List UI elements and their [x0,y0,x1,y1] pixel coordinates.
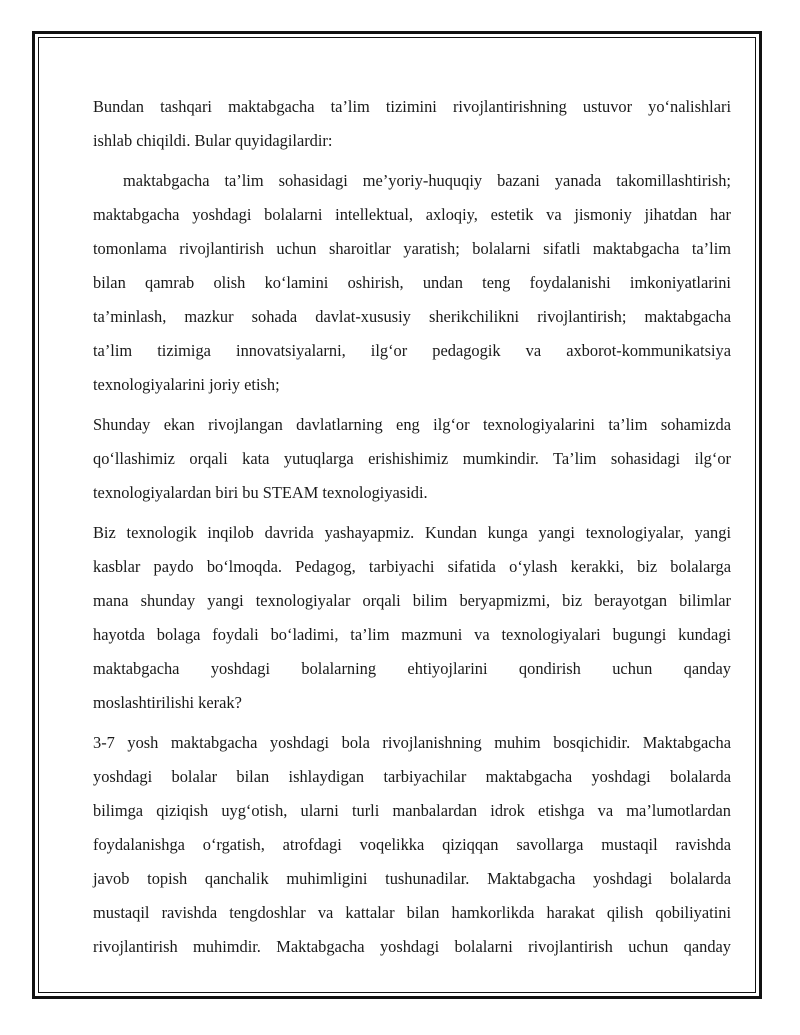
paragraph-directions [93,164,731,402]
text-line: javob topish qanchalik muhimligini tushunadilar. Maktabgacha yoshdagi bolalarda [93,869,731,888]
text-line: mana shunday yangi texnologiyalar orqali bilim beryapmizmi, biz berayotgan bilimlar [93,591,731,610]
text-line: qo‘llashimiz orqali kata yutuqlarga erishishimiz mumkindir. Ta’lim sohasidagi ilg‘or [93,449,731,468]
document-body [93,90,731,970]
text-line: 3-7 yosh maktabgacha yoshdagi bola rivojlanishning muhim bosqichidir. Maktabgacha [93,733,731,752]
text-line: foydalanishga o‘rgatish, atrofdagi voqelikka qiziqqan savollarga mustaqil ravishda [93,835,731,854]
text-line: texnologiyalardan biri bu STEAM texnologiyasidi. [93,483,428,502]
text-line: mustaqil ravishda tengdoshlar va kattalar bilan hamkorlikda harakat qilish qobiliyatini [93,903,731,922]
text-line: hayotda bolaga foydali bo‘ladimi, ta’lim mazmuni va texnologiyalari bugungi kundagi [93,625,731,644]
text-line: maktabgacha ta’lim sohasidagi me’yoriy-huquqiy bazani yanada takomillashtirish; [93,171,731,190]
text-line: bilimga qiziqish uyg‘otish, ularni turli manbalardan idrok etishga va ma’lumotlardan [93,801,731,820]
text-line: moslashtirilishi kerak? [93,693,242,712]
paragraph-development-stage [93,726,731,964]
text-line: bilan qamrab olish ko‘lamini oshirish, undan teng foydalanishi imkoniyatlarini [93,273,731,292]
text-line: ishlab chiqildi. Bular quyidagilardir: [93,131,333,150]
paragraph-technological-revolution [93,516,731,720]
text-line: yoshdagi bolalar bilan ishlaydigan tarbiyachilar maktabgacha yoshdagi bolalarda [93,767,731,786]
text-line: Bundan tashqari maktabgacha ta’lim tizimini rivojlantirishning ustuvor yo‘nalishlari [93,97,731,116]
text-line: tomonlama rivojlantirish uchun sharoitlar yaratish; bolalarni sifatli maktabgacha ta’lim [93,239,731,258]
text-line: kasblar paydo bo‘lmoqda. Pedagog, tarbiyachi sifatida o‘ylash kerakki, biz bolalarga [93,557,731,576]
text-line: Biz texnologik inqilob davrida yashayapmiz. Kundan kunga yangi texnologiyalar, yangi [93,523,731,542]
text-line: Shunday ekan rivojlangan davlatlarning eng ilg‘or texnologiyalarini ta’lim sohamizda [93,415,731,434]
text-line: texnologiyalarini joriy etish; [93,375,280,394]
text-line: ta’lim tizimiga innovatsiyalarni, ilg‘or pedagogik va axborot-kommunikatsiya [93,341,731,360]
text-line: ta’minlash, mazkur sohada davlat-xususiy sherikchilikni rivojlantirish; maktabgacha [93,307,731,326]
text-line: rivojlantirish muhimdir. Maktabgacha yoshdagi bolalarni rivojlantirish uchun qanday [93,937,731,956]
text-line: maktabgacha yoshdagi bolalarning ehtiyojlarini qondirish uchun qanday [93,659,731,678]
paragraph-intro [93,90,731,158]
paragraph-advanced-technologies [93,408,731,510]
text-line: maktabgacha yoshdagi bolalarni intellektual, axloqiy, estetik va jismoniy jihatdan har [93,205,731,224]
